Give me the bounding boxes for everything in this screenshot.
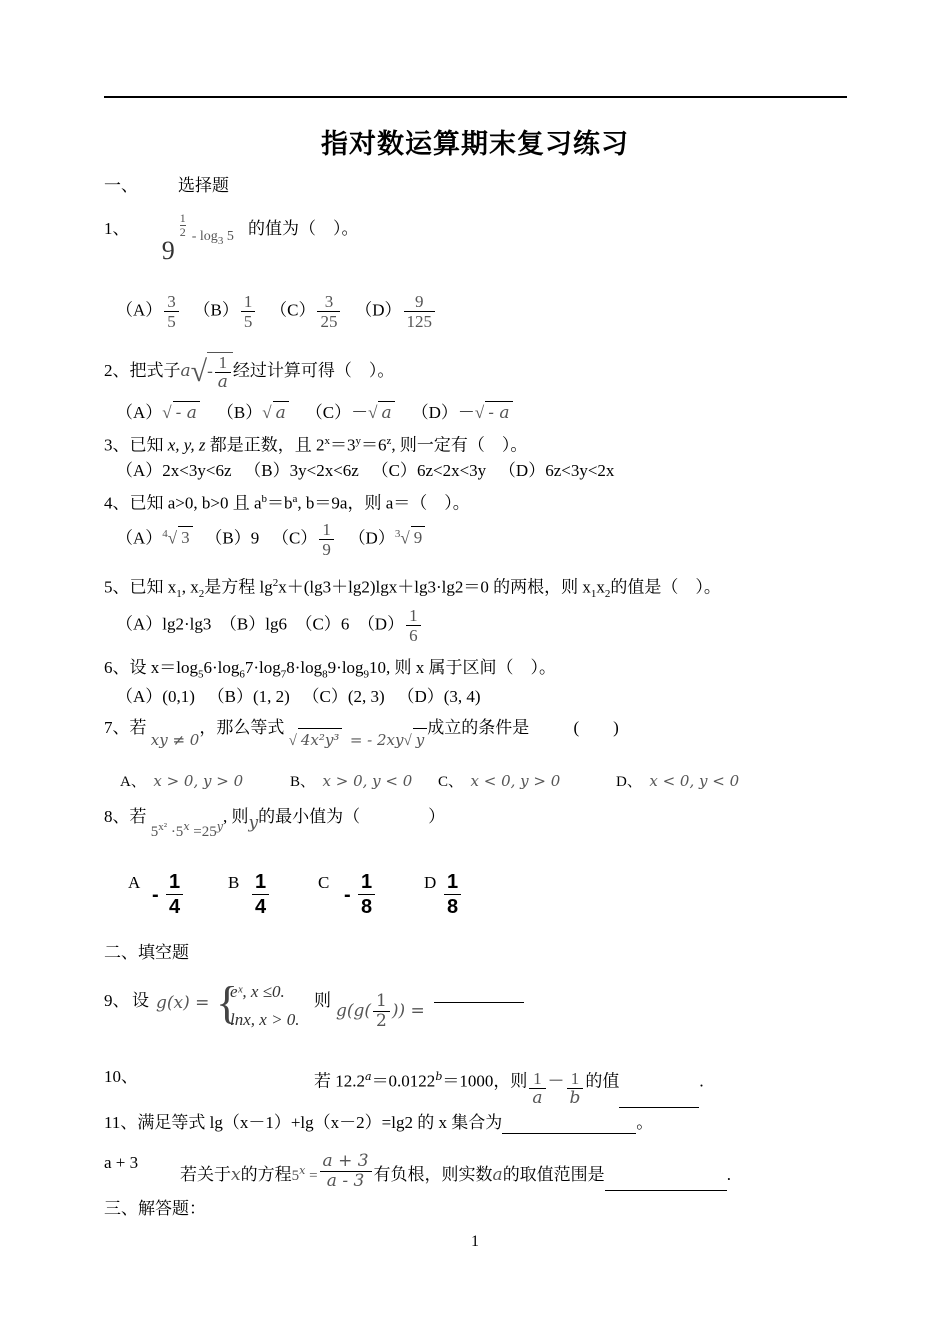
page-title: 指对数运算期末复习练习	[321, 129, 629, 160]
q3-option-c: 6z<2x<3y	[416, 461, 487, 480]
q7-option-a: A、 x > 0, y > 0	[120, 772, 244, 790]
question-8: 8、若 $5^{x^2} \cdot 5^x =25^y$, 则y的最小值为（ ）	[104, 807, 446, 840]
q1-option-d: $\frac{9}{125}$	[404, 292, 436, 331]
q2-option-b: a	[273, 401, 289, 424]
question-2: 2、把式子a√- $\frac{1}{a}$ 经过计算可得（ ）。	[104, 353, 395, 392]
q1-options: （A） $\frac{3}{5}$ （B） $\frac{1}{5}$ （C） $\frac{3}{25}$ （D） $\frac{9}{125}$	[116, 292, 437, 331]
q2-radicand: - $\frac{1}{a}$	[207, 352, 233, 392]
q1-half: 1 2	[179, 211, 186, 239]
section-choice-heading	[104, 175, 229, 197]
q3-option-b: 3y<2x<6z	[289, 461, 359, 480]
q3-option-d: 6z<3y<2x	[545, 461, 615, 480]
q1-base: 9	[161, 236, 175, 265]
q4-option-d: 9	[411, 526, 426, 549]
question-5: 5、已知 $x_1$, $x_2$是方程 $\lg^2x+(\lg 3+\lg 2)\lg x+\lg 3\cdot\lg 2=0$ 的两根，则 $x_1x_2$的值是（ ）。	[104, 577, 721, 601]
q6-option-d: (3, 4)	[443, 687, 481, 706]
q9-function: g(x) =	[156, 993, 210, 1013]
q6-option-c: (2, 3)	[347, 687, 385, 706]
q7-option-d: D、 x < 0, y < 0	[616, 772, 740, 790]
section-number: 一、	[104, 176, 138, 195]
q1-option-a: $\frac{3}{5}$	[164, 292, 179, 331]
q5-option-a: lg2·lg3	[162, 614, 212, 634]
q1-option-b: $\frac{1}{5}$	[241, 292, 256, 331]
question-text: 的值为（ ）。	[248, 219, 359, 238]
section-label: 选择题	[178, 176, 229, 195]
question-7: 7、若 xy ≠ 0，那么等式 √ 4x²y³ = - 2xy√ y成立的条件是 ( )	[104, 718, 619, 749]
question-3: 3、已知 x, y, z 都是正数，且 $2^x=3^y=6^z$, 则一定有（ ）。	[104, 435, 528, 455]
q2-option-d: - a	[485, 401, 512, 424]
q9-expression: g(g( $\frac{1}{2}$ )) =	[336, 991, 425, 1031]
q8-equation: $5^{x^2} \cdot 5^x =25^y$	[150, 820, 223, 840]
q1-expression	[134, 211, 244, 265]
q2-option-a: - a	[173, 401, 200, 424]
q4-option-a: 3	[178, 526, 193, 549]
question-1	[104, 211, 359, 265]
section-fill-heading: 二、填空题	[104, 943, 189, 962]
question-4: 4、已知 a>0, b>0 且 $a^b=b^a$, b＝9a，则 a＝（ ）。	[104, 493, 470, 513]
q7-option-c: C、 x < 0, y > 0	[438, 772, 561, 790]
q1-option-c: $\frac{3}{25}$	[317, 292, 340, 331]
q5-option-c: 6	[340, 614, 350, 634]
question-6: 6、设 $x=\log_56\cdot\log_67\cdot\log_78\cdot\log_89\cdot\log_910$, 则 x 属于区间（ ）。	[104, 658, 557, 681]
q8-option-a: A - $\frac{1}{4}$	[128, 870, 140, 892]
q4-option-b: 9	[250, 528, 260, 548]
question-10: 10、 若 12.2$^a$＝0.0122$^b$＝1000，则 $\frac{1}{a}$ － $\frac{1}{b}$ 的值 .	[104, 1067, 704, 1108]
q1-exponent: - $\log_3 5$	[191, 229, 234, 247]
q4-option-c: $\frac{1}{9}$	[319, 520, 334, 559]
question-number: 1、	[104, 219, 130, 238]
q5-option-d: $\frac{1}{6}$	[406, 606, 421, 645]
q10-answer-blank[interactable]	[619, 1089, 699, 1108]
q6-options: （A）(0,1) （B）(1, 2) （C）(2, 3) （D）(3, 4)	[116, 687, 481, 706]
q3-options: （A）2x<3y<6z （B）3y<2x<6z （C）6z<2x<3y （D）6z<3y<2x	[116, 461, 615, 480]
q4-options: $(A)^4√$ 3 （B）9 （C） $\frac{1}{9}$ $(D)^3√$ 9	[116, 520, 425, 559]
q5-options: （A）lg2·lg3 （B）lg6 （C）6 （D） $\frac{1}{6}$	[116, 606, 423, 645]
q8-option-d: D $\frac{1}{8}$	[424, 870, 436, 892]
q5-option-b: lg6	[265, 614, 287, 634]
q7-condition: xy ≠ 0	[150, 731, 200, 749]
q9-cases: eˣ, x ≤0. lnx, x > 0.	[230, 982, 300, 1029]
q2-options: （A）√ - a （B）√ a （C）－√ a （D）－√ - a	[116, 401, 513, 424]
q6-option-b: (1, 2)	[252, 687, 290, 706]
q2-option-c: a	[378, 401, 394, 424]
section-answer-heading: 三、解答题：	[104, 1199, 206, 1218]
q3-option-a: 2x<3y<6z	[162, 461, 232, 480]
q6-option-a: (0,1)	[162, 687, 195, 706]
document-page: 指对数运算期末复习练习 一、 选择题 1、 9 1 2 - $\log_3 5$ 的值为（ ）。 （A） $\frac{3}{5}$ （B） $\frac{1}{5}$ （C） $\frac{3}{25}$ （D） $\frac{9}{125}$ 2、把式子a√- $\frac{1}{a}$ 经过计算可得（ ）。 （A）√ - a （B）√ a （C）－√ a （D）－√ - a 3、已知 x, y, z 都是正数，且 $2^x=3^y=6^z$, 则一定有（ ）。 （A）2x<3y<6z （B）3y<2x<6z （C）6z<2x<3y （D）6z<3y<2x 4、已知 a>0, b>0 且 $a^b=b^a$, b＝9a，则 a＝（ ）。 $(A)^4√$ 3 （B）9 （C） $\frac{1}{9}$ $(D)^3√$ 9 5、已知 $x_1$, $x_2$是方程 $\lg^2x+(\lg 3+\lg 2)\lg x+\lg 3\cdot\lg 2=0$ 的两根，则 $x_1x_2$的值是（ ）。 （A）lg2·lg3 （B）lg6 （C）6 （D） $\frac{1}{6}$ 6、设 $x=\log_56\cdot\log_67\cdot\log_78\cdot\log_89\cdot\log_910$, 则 x 属于区间（ ）。 （A）(0,1) （B）(1, 2) （C）(2, 3) （D）(3, 4) 7、若 xy ≠ 0，那么等式 √ 4x²y³ = - 2xy√ y成立的条件是 ( ) A、 x > 0, y > 0 B、 x > 0, y < 0 C、 x < 0, y > 0 D、 x < 0, y < 0 8、若 $5^{x^2} \cdot 5^x =25^y$, 则y的最小值为（ ） A - $\frac{1}{4}$ B $\frac{1}{4}$ C - $\frac{1}{8}$ D $\frac{1}{8}$ 二、填空题 9、 设 g(x) = { eˣ, x ≤0. lnx, x > 0. 则 g(g( $\frac{1}{2}$ )) = 10、 若 12.2$^a$＝0.0122$^b$＝1000，则 $\frac{1}{a}$ － $\frac{1}{b}$ 的值 . 11、满足等式 lg（x－1）+lg（x－2）=lg2 的 x 集合为 。 a + 3 若关于x的方程5$^x$ = $\frac{a + 3}{a - 3}$ 有负根，则实数a的取值范围是 . 三、解答题： 1	[0, 0, 950, 1342]
q9-answer-blank[interactable]	[434, 982, 524, 1003]
q8-option-b: B $\frac{1}{4}$	[228, 870, 239, 892]
question-12: a + 3 若关于x的方程5$^x$ = $\frac{a + 3}{a - 3}$ 有负根，则实数a的取值范围是 .	[104, 1151, 731, 1191]
q7-equation: √ 4x²y³ = - 2xy√ y	[289, 733, 428, 749]
q11-answer-blank[interactable]	[502, 1115, 636, 1134]
q7-option-b: B、 x > 0, y < 0	[290, 772, 413, 790]
header-rule	[104, 96, 847, 98]
question-11: 11、满足等式 lg（x－1）+lg（x－2）=lg2 的 x 集合为 。	[104, 1113, 654, 1132]
q8-option-c: C - $\frac{1}{8}$	[318, 870, 329, 892]
q12-answer-blank[interactable]	[605, 1172, 727, 1191]
page-number: 1	[471, 1233, 479, 1250]
